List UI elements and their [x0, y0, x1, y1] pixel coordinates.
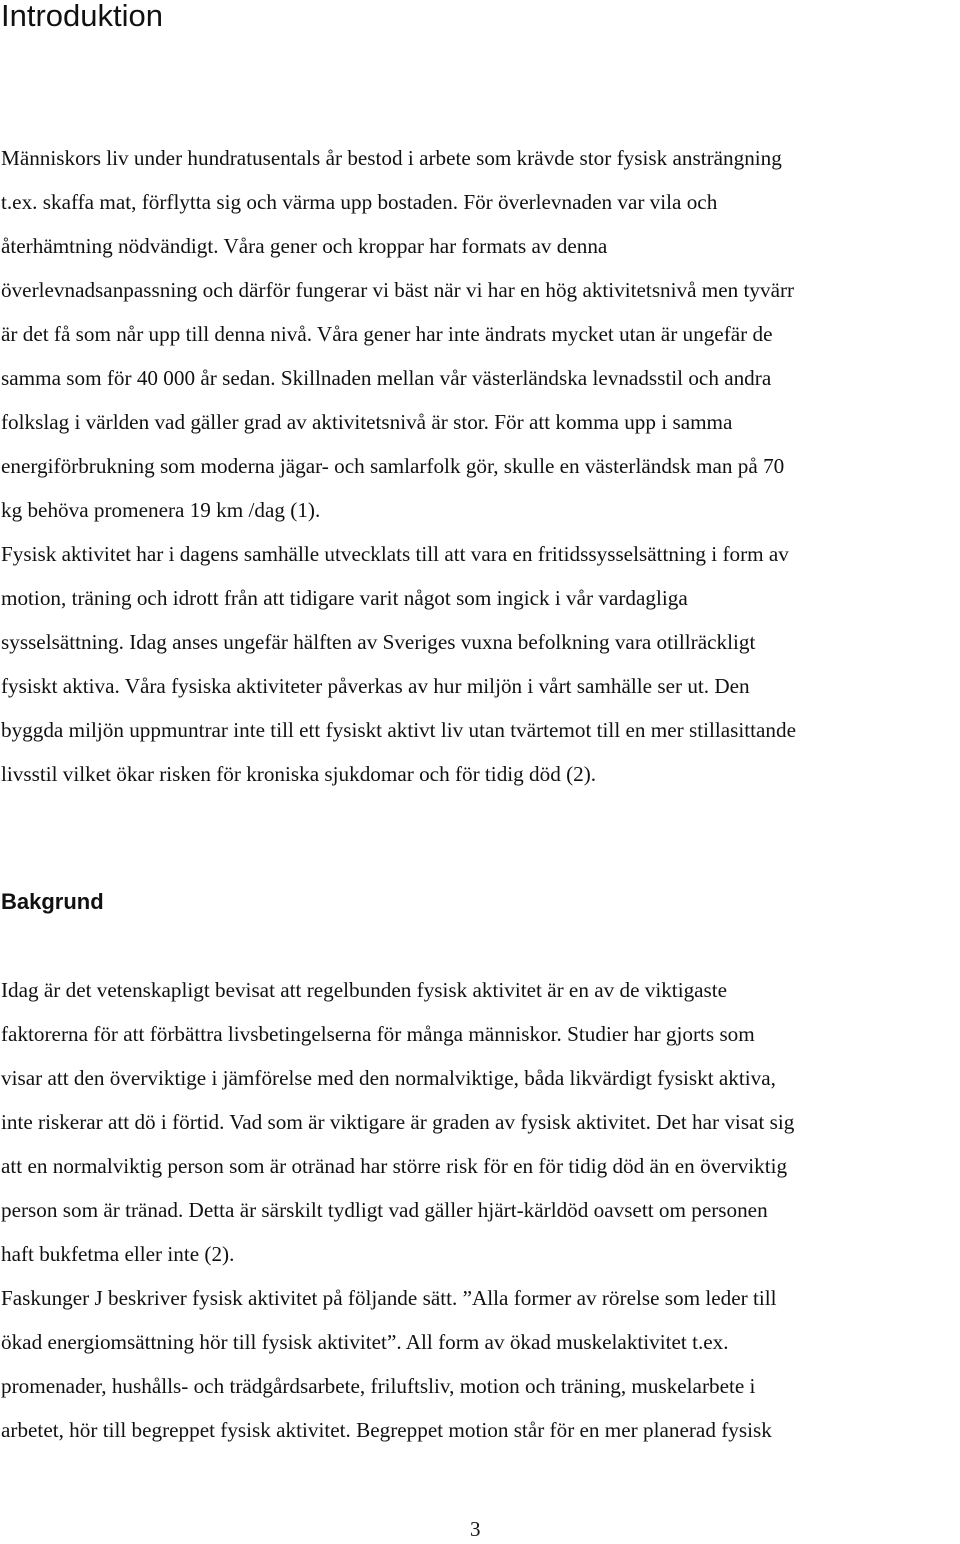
paragraph-line: motion, träning och idrott från att tidigare varit något som ingick i vår vardagliga: [1, 586, 688, 610]
paragraph-line: folkslag i världen vad gäller grad av aktivitetsnivå är stor. För att komma upp i samma: [1, 410, 733, 434]
paragraph-line: faktorerna för att förbättra livsbetingelserna för många människor. Studier har gjorts som: [1, 1022, 755, 1046]
paragraph-line: Människors liv under hundratusentals år bestod i arbete som krävde stor fysisk ansträngning: [1, 146, 782, 170]
page-number: 3: [470, 1517, 481, 1541]
paragraph-line: är det få som når upp till denna nivå. Våra gener har inte ändrats mycket utan är ungefär de: [1, 322, 773, 346]
paragraph-line: fysiskt aktiva. Våra fysiska aktiviteter påverkas av hur miljön i vårt samhälle ser ut. Den: [1, 674, 750, 698]
paragraph-line: person som är tränad. Detta är särskilt tydligt vad gäller hjärt-kärldöd oavsett om personen: [1, 1198, 768, 1222]
paragraph-line: kg behöva promenera 19 km /dag (1).: [1, 498, 321, 522]
paragraph-line: återhämtning nödvändigt. Våra gener och kroppar har formats av denna: [1, 234, 608, 258]
paragraph-1: [1, 136, 959, 532]
paragraph-line: Fysisk aktivitet har i dagens samhälle utvecklats till att vara en fritidssysselsättning i form av: [1, 542, 789, 566]
paragraph-line: promenader, hushålls- och trädgårdsarbete, friluftsliv, motion och träning, muskelarbete i: [1, 1374, 756, 1398]
paragraph-line: livsstil vilket ökar risken för kroniska sjukdomar och för tidig död (2).: [1, 762, 597, 786]
paragraph-line: t.ex. skaffa mat, förflytta sig och värma upp bostaden. För överlevnaden var vila och: [1, 190, 718, 214]
paragraph-line: inte riskerar att dö i förtid. Vad som är viktigare är graden av fysisk aktivitet. Det har visat sig: [1, 1110, 795, 1134]
paragraph-line: Faskunger J beskriver fysisk aktivitet på följande sätt. ”Alla former av rörelse som leder till: [1, 1286, 777, 1310]
paragraph-line: arbetet, hör till begreppet fysisk aktivitet. Begreppet motion står för en mer planerad fysisk: [1, 1418, 772, 1442]
paragraph-line: ökad energiomsättning hör till fysisk aktivitet”. All form av ökad muskelaktivitet t.ex.: [1, 1330, 729, 1354]
heading-bakgrund: Bakgrund: [1, 889, 104, 914]
paragraph-line: energiförbrukning som moderna jägar- och samlarfolk gör, skulle en västerländsk man på 70: [1, 454, 785, 478]
paragraph-line: byggda miljön uppmuntrar inte till ett fysiskt aktivt liv utan tvärtemot till en mer stillasittande: [1, 718, 796, 742]
paragraph-2: [1, 532, 959, 796]
paragraph-line: Idag är det vetenskapligt bevisat att regelbunden fysisk aktivitet är en av de viktigaste: [1, 978, 728, 1002]
paragraph-line: samma som för 40 000 år sedan. Skillnaden mellan vår västerländska levnadsstil och andra: [1, 366, 772, 390]
paragraph-line: haft bukfetma eller inte (2).: [1, 1242, 235, 1266]
paragraph-4: [1, 1276, 959, 1452]
paragraph-3: [1, 968, 959, 1276]
paragraph-line: sysselsättning. Idag anses ungefär hälften av Sveriges vuxna befolkning vara otillräckligt: [1, 630, 756, 654]
heading-introduktion: Introduktion: [1, 0, 163, 33]
paragraph-line: överlevnadsanpassning och därför fungerar vi bäst när vi har en hög aktivitetsnivå men tyvärr: [1, 278, 795, 302]
paragraph-line: att en normalviktig person som är otränad har större risk för en för tidig död än en överviktig: [1, 1154, 788, 1178]
paragraph-line: visar att den överviktige i jämförelse med den normalviktige, båda likvärdigt fysiskt aktiva,: [1, 1066, 776, 1090]
